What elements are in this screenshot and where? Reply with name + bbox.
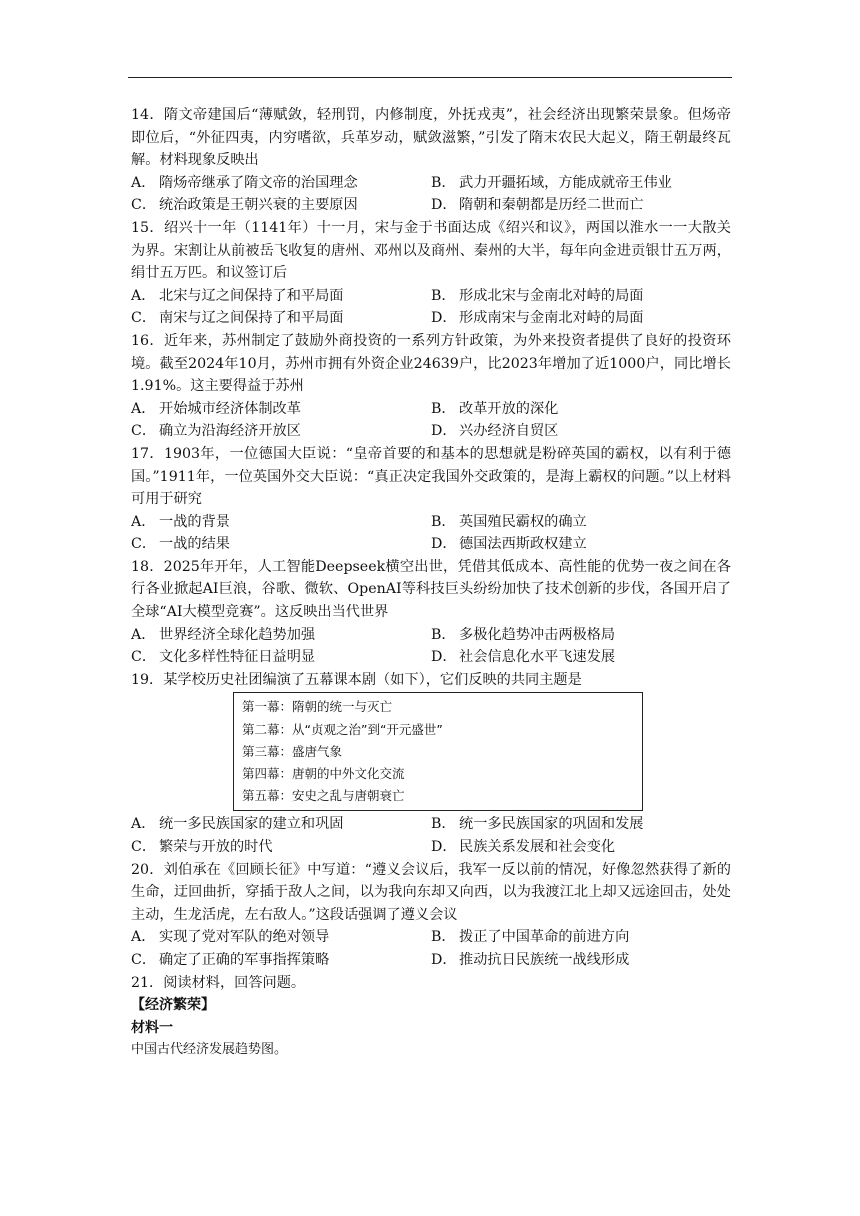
question-14-option-a[interactable]: A． 隋炀帝继承了隋文帝的治国理念: [131, 174, 358, 191]
question-16-option-b[interactable]: B． 改革开放的深化: [431, 400, 559, 417]
question-15-stem: 15．绍兴十一年（1141年）十一月，宋与金于书面达成《绍兴和议》，两国以淮水一一大散关为界。宋割让从前被岳飞收复的唐州、邓州以及商州、秦州的大半，每年向金进贡银廿五万两，绢廿五万匹。和议签订后: [131, 219, 731, 282]
question-16-stem: 16．近年来，苏州制定了鼓励外商投资的一系列方针政策，为外来投资者提供了良好的投资环境。截至2024年10月，苏州市拥有外资企业24639户，比2023年增加了近1000户，同比增长1.91%。这主要得益于苏州: [131, 332, 731, 395]
question-17-option-b[interactable]: B． 英国殖民霸权的确立: [431, 513, 587, 530]
question-16-option-d[interactable]: D． 兴办经济自贸区: [431, 423, 559, 440]
question-20: [131, 859, 731, 972]
question-16: [131, 330, 731, 443]
question-17-option-c[interactable]: C． 一战的结果: [131, 536, 230, 553]
question-18: [131, 556, 731, 669]
question-15-option-a[interactable]: A． 北宋与辽之间保持了和平局面: [131, 287, 344, 304]
play-act-2: 第二幕：从“贞观之治”到“开元盛世”: [242, 721, 443, 737]
question-19-option-b[interactable]: B． 统一多民族国家的巩固和发展: [431, 816, 644, 833]
question-15-option-b[interactable]: B． 形成北宋与金南北对峙的局面: [431, 287, 644, 304]
question-19-option-a[interactable]: A． 统一多民族国家的建立和巩固: [131, 816, 344, 833]
section-heading: 【经济繁荣】: [131, 997, 215, 1014]
play-act-1: 第一幕：隋朝的统一与灭亡: [242, 699, 393, 715]
question-18-stem: 18．2025年开年，人工智能Deepseek横空出世，凭借其低成本、高性能的优势一夜之间在各行各业掀起AI巨浪，谷歌、微软、OpenAI等科技巨头纷纷加快了技术创新的步伐，各国开启了全球“AI大模型竞赛”。这反映出当代世界: [131, 558, 731, 621]
question-20-option-a[interactable]: A． 实现了党对军队的绝对领导: [131, 929, 330, 946]
question-18-option-d[interactable]: D． 社会信息化水平飞速发展: [431, 649, 616, 666]
question-20-stem: 20．刘伯承在《回顾长征》中写道：“遵义会议后，我军一反以前的情况，好像忽然获得了新的生命，迂回曲折，穿插于敌人之间，以为我向东却又向西，以为我渡江北上却又远途回击，处处主动，生龙活虎，左右敌人。”这段话强调了遵义会议: [131, 861, 731, 923]
material-text: 中国古代经济发展趋势图。: [131, 1042, 288, 1058]
play-acts-box: [233, 692, 643, 811]
question-14: [131, 104, 731, 217]
header-rule: [128, 77, 732, 78]
question-17: [131, 443, 731, 556]
question-14-option-b[interactable]: B． 武力开疆拓域，方能成就帝王伟业: [431, 174, 672, 191]
question-21-stem: 21．阅读材料，回答问题。: [131, 974, 306, 991]
question-19-option-d[interactable]: D． 民族关系发展和社会变化: [431, 839, 616, 856]
question-20-option-d[interactable]: D． 推动抗日民族统一战线形成: [431, 952, 630, 969]
question-15-option-d[interactable]: D． 形成南宋与金南北对峙的局面: [431, 310, 644, 327]
question-18-option-c[interactable]: C． 文化多样性特征日益明显: [131, 649, 316, 666]
question-14-option-c[interactable]: C． 统治政策是王朝兴衰的主要原因: [131, 197, 358, 214]
question-17-option-d[interactable]: D． 德国法西斯政权建立: [431, 536, 587, 553]
play-act-5: 第五幕：安史之乱与唐朝衰亡: [242, 788, 405, 804]
question-19-option-c[interactable]: C． 繁荣与开放的时代: [131, 839, 273, 856]
question-16-option-c[interactable]: C． 确立为沿海经济开放区: [131, 423, 301, 440]
question-17-stem: 17．1903年，一位德国大臣说：“皇帝首要的和基本的思想就是粉碎英国的霸权，以有利于德国。”1911年，一位英国外交大臣说：“真正决定我国外交政策的，是海上霸权的问题。”以上材料可用于研究: [131, 445, 731, 508]
question-17-option-a[interactable]: A． 一战的背景: [131, 513, 230, 530]
question-20-option-b[interactable]: B． 拨正了中国革命的前进方向: [431, 929, 630, 946]
question-19: [131, 669, 731, 859]
play-act-4: 第四幕：唐朝的中外文化交流: [242, 766, 405, 782]
question-18-option-b[interactable]: B． 多极化趋势冲击两极格局: [431, 626, 616, 643]
exam-content: [131, 104, 731, 1062]
question-20-option-c[interactable]: C． 确定了正确的军事指挥策略: [131, 952, 330, 969]
question-15-option-c[interactable]: C． 南宋与辽之间保持了和平局面: [131, 310, 344, 327]
question-15: [131, 217, 731, 330]
question-18-option-a[interactable]: A． 世界经济全球化趋势加强: [131, 626, 316, 643]
play-act-3: 第三幕：盛唐气象: [242, 743, 343, 759]
question-14-option-d[interactable]: D． 隋朝和秦朝都是历经二世而亡: [431, 197, 644, 214]
question-14-stem: 14．隋文帝建国后“薄赋敛，轻刑罚，内修制度，外抚戎夷”，社会经济出现繁荣景象。但炀帝即位后，“外征四夷，内穷嗜欲，兵革岁动，赋敛滋繁，”引发了隋末农民大起义，隋王朝最终瓦解。材料现象反映出: [131, 107, 731, 169]
question-16-option-a[interactable]: A． 开始城市经济体制改革: [131, 400, 301, 417]
question-19-stem: 19．某学校历史社团编演了五幕课本剧（如下），它们反映的共同主题是: [131, 671, 582, 688]
material-title: 材料一: [131, 1019, 173, 1036]
question-21: [131, 972, 731, 1062]
